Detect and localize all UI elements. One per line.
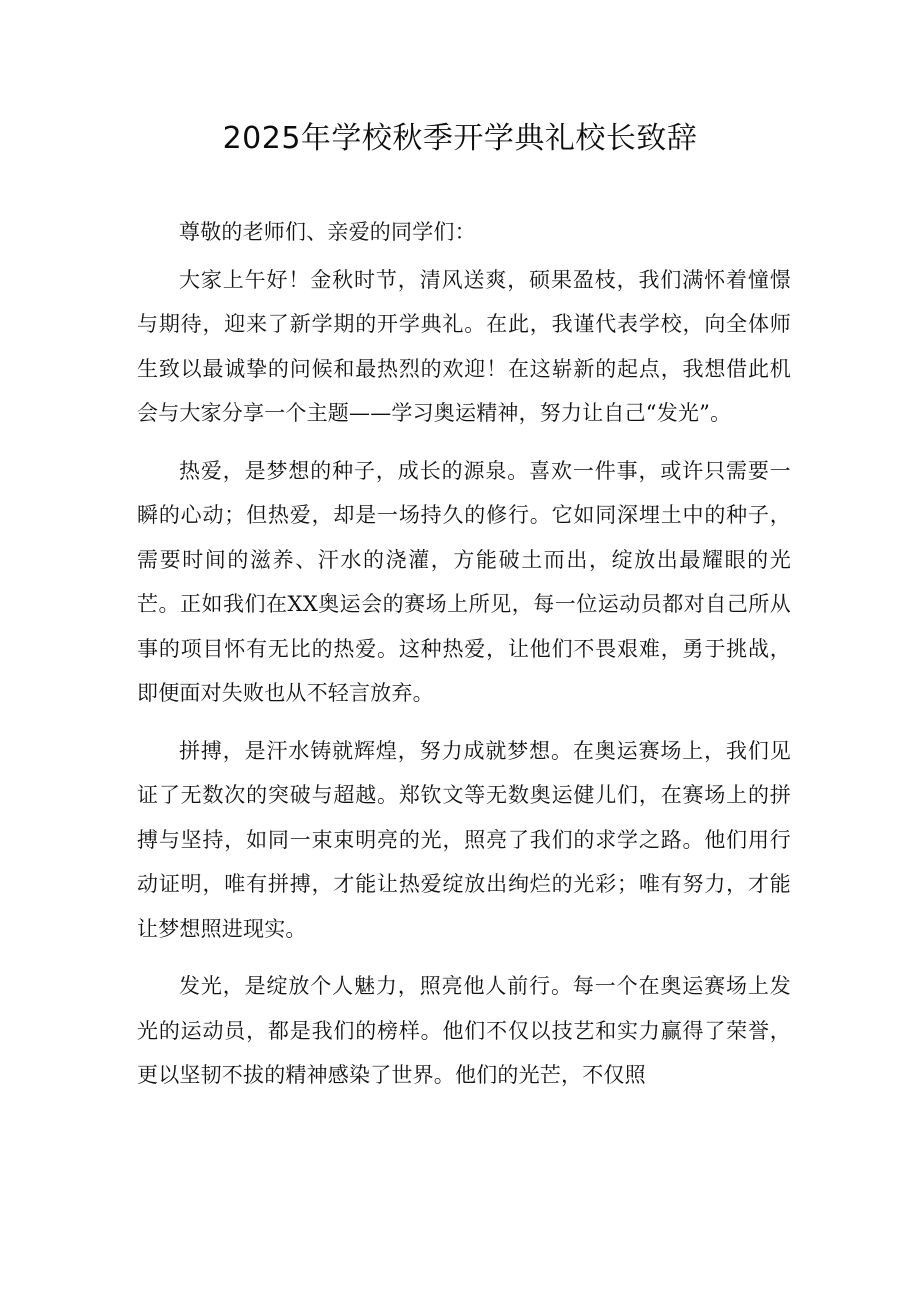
document-title: 2025年学校秋季开学典礼校长致辞 bbox=[222, 121, 698, 156]
document-body bbox=[137, 210, 791, 1111]
paragraph-intro: 大家上午好！金秋时节，清风送爽，硕果盈枝，我们满怀着憧憬与期待，迎来了新学期的开学典礼。在此，我谨代表学校，向全体师生致以最诚挚的问候和最热烈的欢迎！在这崭新的起点，我想借此机会与大家分享一个主题——学习奥运精神，努力让自己“发光”。 bbox=[137, 267, 791, 425]
paragraph-shining: 发光，是绽放个人魅力，照亮他人前行。每一个在奥运赛场上发光的运动员，都是我们的榜样。他们不仅以技艺和实力赢得了荣誉，更以坚韧不拔的精神感染了世界。他们的光芒，不仅照 bbox=[137, 974, 791, 1087]
paragraph-passion: 热爱，是梦想的种子，成长的源泉。喜欢一件事，或许只需要一瞬的心动；但热爱，却是一场持久的修行。它如同深埋土中的种子，需要时间的滋养、汗水的浇灌，方能破土而出，绽放出最耀眼的光芒。正如我们在XX奥运会的赛场上所见，每一位运动员都对自己所从事的项目怀有无比的热爱。这种热爱，让他们不畏艰难，勇于挑战，即便面对失败也从不轻言放弃。 bbox=[137, 458, 791, 705]
paragraph-striving: 拼搏，是汗水铸就辉煌，努力成就梦想。在奥运赛场上，我们见证了无数次的突破与超越。郑钦文等无数奥运健儿们，在赛场上的拼搏与坚持，如同一束束明亮的光，照亮了我们的求学之路。他们用行动证明，唯有拼搏，才能让热爱绽放出绚烂的光彩；唯有努力，才能让梦想照进现实。 bbox=[137, 738, 791, 941]
greeting-line: 尊敬的老师们、亲爱的同学们： bbox=[179, 220, 476, 244]
